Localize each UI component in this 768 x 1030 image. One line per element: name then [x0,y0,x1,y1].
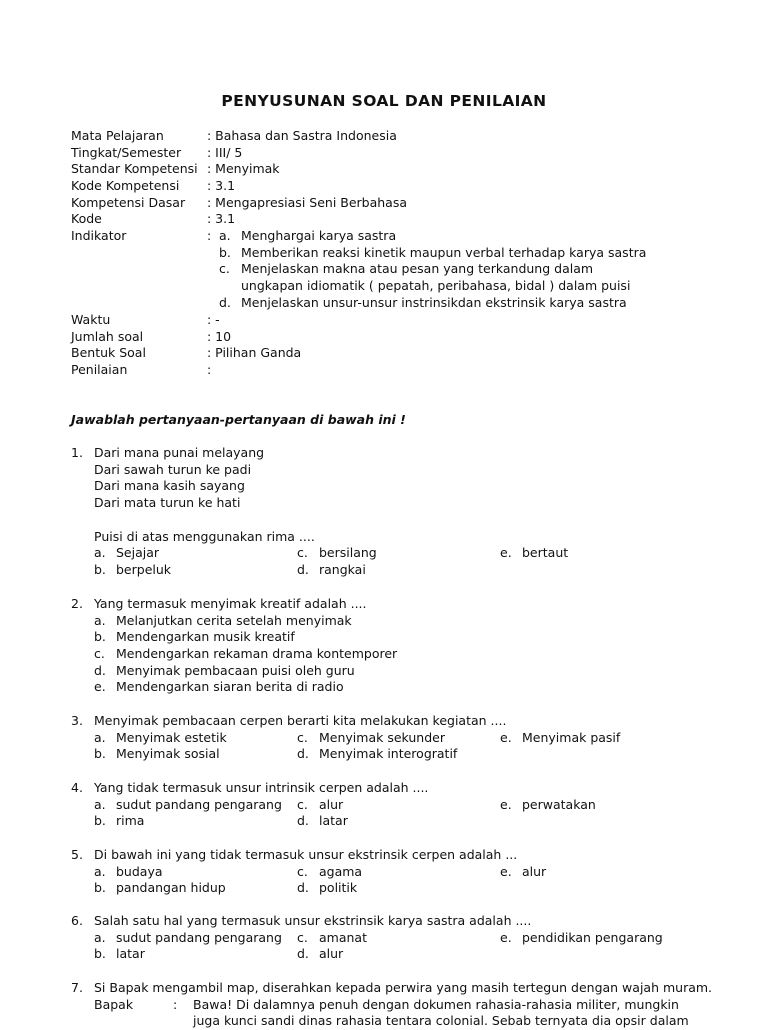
question-row [71,780,701,797]
question-6 [71,913,701,963]
option-e[interactable]: e. Mendengarkan siaran berita di radio [94,679,344,695]
option-row [71,746,701,763]
meta-value: : Menyimak [207,161,280,177]
meta-label: Kode [71,211,102,227]
meta-row [71,312,671,329]
option-b[interactable]: b. Mendengarkan musik kreatif [94,629,295,645]
question-number: 1. [71,445,83,460]
meta-row [71,195,671,212]
option-d[interactable]: d. politik [297,880,358,896]
option-row [71,797,701,814]
option-a[interactable]: a. budaya [94,863,163,879]
option-row [71,880,701,897]
option-e[interactable]: e. Menyimak pasif [500,729,621,745]
option-c[interactable]: c. agama [297,863,363,879]
meta-label: Bentuk Soal [71,345,146,361]
indikator-row [71,228,721,312]
meta-label: Mata Pelajaran [71,128,164,143]
indikator-label: Indikator [71,228,127,243]
option-a[interactable]: a. Menyimak estetik [94,729,227,745]
meta-label: Jumlah soal [71,328,144,344]
question-row [71,980,713,997]
meta-value: : - [207,312,220,327]
meta-label: Kode Kompetensi [71,178,180,194]
option-b[interactable]: b. berpeluk [94,561,172,577]
poem-line: Dari mana kasih sayang [94,478,245,494]
meta-value: : Pilihan Ganda [207,345,302,361]
meta-value: : 3.1 [207,211,236,227]
question-row [71,913,701,930]
meta-row [71,178,671,195]
meta-label: Penilaian [71,362,128,378]
indikator-list [219,228,721,312]
question-2 [71,596,701,696]
indikator-letter: d. [219,294,231,310]
option-row [71,946,701,963]
question-text: Puisi di atas menggunakan rima .... [94,528,315,544]
indikator-letter: b. [219,244,231,260]
poem [94,445,701,545]
meta-value: : Mengapresiasi Seni Berbahasa [207,194,408,210]
option-a[interactable]: a. sudut pandang pengarang [94,929,282,945]
question-text: Di bawah ini yang tidak termasuk unsur ekstrinsik cerpen adalah ... [94,847,518,862]
question-row [71,445,701,545]
option-d[interactable]: d. Menyimak interogratif [297,746,458,762]
poem-line: Dari sawah turun ke padi [94,461,252,477]
option-a[interactable]: a. Melanjutkan cerita setelah menyimak [94,612,352,628]
option-d[interactable]: d. rangkai [297,561,366,577]
meta-value: : [207,362,212,378]
meta-row [71,345,671,362]
question-text: Menyimak pembacaan cerpen berarti kita melakukan kegiatan .... [94,713,507,728]
question-number: 6. [71,913,83,928]
meta-row [71,145,671,162]
option-c[interactable]: c. amanat [297,929,367,945]
indikator-item [219,295,721,312]
meta-row [71,161,671,178]
meta-value: : Bahasa dan Sastra Indonesia [207,128,397,143]
indikator-item [219,245,721,262]
question-row [71,847,701,864]
instruction: Jawablah pertanyaan-pertanyaan di bawah ini ! [71,412,406,427]
option-row [71,813,701,830]
question-text: Salah satu hal yang termasuk unsur ekstrinsik karya sastra adalah .... [94,913,532,928]
question-text: Yang tidak termasuk unsur intrinsik cerpen adalah .... [94,780,429,795]
document-title: PENYUSUNAN SOAL DAN PENILAIAN [221,92,547,110]
question-row [71,713,701,730]
question-text: Yang termasuk menyimak kreatif adalah .... [94,596,367,611]
poem-line: Dari mana punai melayang [94,445,265,460]
indikator-item [219,228,721,245]
meta-value: : III/ 5 [207,144,243,160]
option-b[interactable]: b. rima [94,813,145,829]
option-row [71,864,701,881]
meta-label: Tingkat/Semester [71,144,182,160]
option-b[interactable]: b. pandangan hidup [94,880,226,896]
option-row [71,730,701,747]
meta-label: Waktu [71,312,111,327]
question-3 [71,713,701,763]
question-number: 3. [71,713,83,728]
meta-row [71,128,671,145]
option-d[interactable]: d. latar [297,813,348,829]
indikator-text: Menghargai karya sastra [241,228,397,243]
indikator-text: Menjelaskan unsur-unsur instrinsikdan ekstrinsik karya sastra [241,294,627,310]
option-row [71,930,701,947]
question-1 [71,445,701,579]
option-c[interactable]: c. Menyimak sekunder [297,729,445,745]
option-a[interactable]: a. sudut pandang pengarang [94,796,282,812]
speaker-colon: : [173,996,178,1012]
option-d[interactable]: d. alur [297,946,344,962]
question-5 [71,847,701,897]
option-c[interactable]: c. Mendengarkan rekaman drama kontemporer [94,646,398,662]
meta-row [71,329,671,346]
speaker-name: Bapak [94,996,134,1012]
question-row [71,596,701,613]
option-e[interactable]: e. alur [500,863,547,879]
dialogue-line-1: Bawa! Di dalamnya penuh dengan dokumen rahasia-rahasia militer, mungkin [193,996,679,1012]
meta-block [71,128,671,228]
question-number: 5. [71,847,83,862]
option-row [71,545,701,562]
indikator-item [219,261,721,294]
option-a[interactable]: a. Sejajar [94,545,160,561]
question-number: 4. [71,780,83,795]
meta-row [71,362,671,379]
indikator-text: Menjelaskan makna atau pesan yang terkandung dalam ungkapan idiomatik ( pepatah, peribahasa, bidal ) dalam puisi [241,261,631,294]
option-row [71,562,701,579]
meta-row [71,211,671,228]
indikator-colon: : [207,228,212,243]
indikator-letter: a. [219,228,231,243]
poem-line: Dari mata turun ke hati [94,495,241,511]
meta-value: : 3.1 [207,178,236,194]
indikator-block [71,228,721,312]
meta-value: : 10 [207,328,232,344]
meta-block-2 [71,312,671,379]
question-4 [71,780,701,830]
dialogue-text [193,997,701,1030]
option-c[interactable]: c. alur [297,796,344,812]
question-text: Si Bapak mengambil map, diserahkan kepada perwira yang masih tertegun dengan wajah muram. [94,980,713,995]
option-d[interactable]: d. Menyimak pembacaan puisi oleh guru [94,662,355,678]
option-b[interactable]: b. latar [94,946,145,962]
dialogue-line-2: juga kunci sandi dinas rahasia tentara colonial. Sebab ternyata dia opsir dalam [193,1013,689,1029]
question-number: 7. [71,980,83,995]
option-e[interactable]: e. bertaut [500,545,569,561]
option-e[interactable]: e. perwatakan [500,796,596,812]
question-7 [71,980,713,1030]
dialogue-line [71,997,701,1030]
question-number: 2. [71,596,83,611]
option-list [71,613,701,696]
option-e[interactable]: e. pendidikan pengarang [500,929,663,945]
option-b[interactable]: b. Menyimak sosial [94,746,220,762]
indikator-letter: c. [219,261,230,277]
meta-label: Standar Kompetensi [71,161,198,177]
indikator-text: Memberikan reaksi kinetik maupun verbal terhadap karya sastra [241,244,647,260]
option-c[interactable]: c. bersilang [297,545,377,561]
meta-label: Kompetensi Dasar [71,194,186,210]
